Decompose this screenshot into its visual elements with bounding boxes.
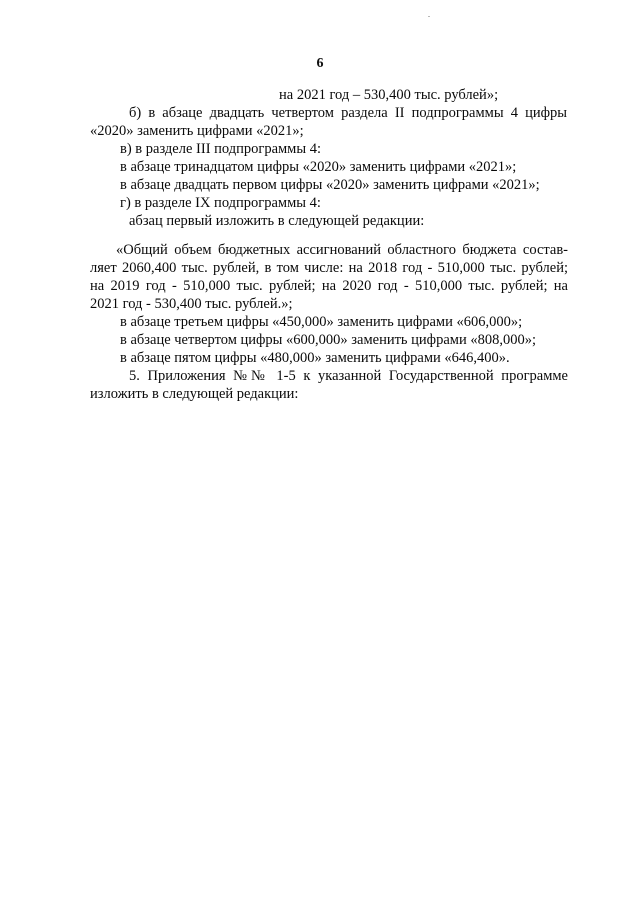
text-line-12: 2021 год - 530,400 тыс. рублей.»; [90, 296, 293, 312]
text-line-8: абзац первый изложить в следующей редакции: [129, 213, 425, 229]
scan-artifact [428, 16, 430, 17]
text-line-5: в абзаце тринадцатом цифры «2020» заменить цифрами «2021»; [120, 159, 517, 175]
text-line-4: в) в разделе III подпрограммы 4: [120, 141, 322, 157]
text-line-1: на 2021 год – 530,400 тыс. рублей»; [279, 87, 499, 103]
text-line-16: 5. Приложения №№ 1-5 к указанной Государственной программе [129, 368, 568, 384]
text-line-17: изложить в следующей редакции: [90, 386, 299, 402]
text-line-9: «Общий объем бюджетных ассигнований областного бюджета состав- [116, 242, 568, 258]
text-line-10: ляет 2060,400 тыс. рублей, в том числе: на 2018 год - 510,000 тыс. рублей; [90, 260, 568, 276]
text-line-13: в абзаце третьем цифры «450,000» заменить цифрами «606,000»; [120, 314, 523, 330]
text-line-2: б) в абзаце двадцать четвертом раздела II подпрограммы 4 цифры [129, 105, 567, 121]
text-line-3: «2020» заменить цифрами «2021»; [90, 123, 304, 139]
text-line-14: в абзаце четвертом цифры «600,000» заменить цифрами «808,000»; [120, 332, 536, 348]
text-line-7: г) в разделе IX подпрограммы 4: [120, 195, 321, 211]
text-line-11: на 2019 год - 510,000 тыс. рублей; на 2020 год - 510,000 тыс. рублей; на [90, 278, 568, 294]
page-number: 6 [316, 56, 324, 71]
text-line-15: в абзаце пятом цифры «480,000» заменить цифрами «646,400». [120, 350, 510, 366]
text-line-6: в абзаце двадцать первом цифры «2020» заменить цифрами «2021»; [120, 177, 540, 193]
